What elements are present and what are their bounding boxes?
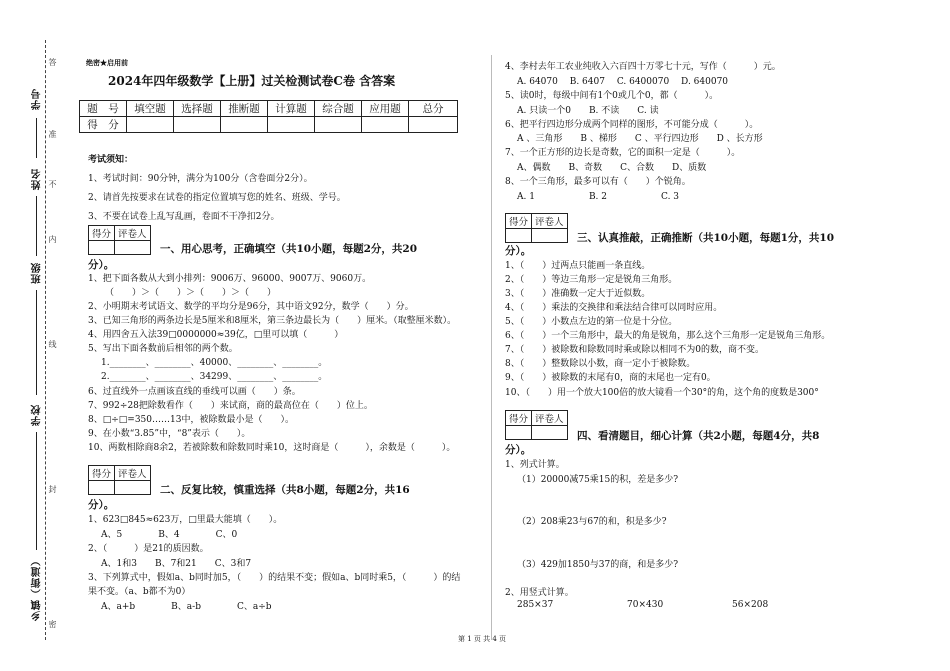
grader-score-label: 得分 xyxy=(89,466,115,481)
question-line: （1）20000减75乘15的积，差是多少? xyxy=(517,475,679,485)
score-cell: 填空题 xyxy=(127,101,174,117)
grader-box xyxy=(88,225,151,255)
notice-item: 1、考试时间：90分钟，满分为100分（含卷面分2分）。 xyxy=(88,174,313,184)
page-title: 2024年四年级数学【上册】过关检测试卷C卷 含答案 xyxy=(108,74,396,88)
student-id-line xyxy=(36,118,37,158)
grader-box xyxy=(505,213,568,243)
grader-name-cell[interactable] xyxy=(115,481,151,495)
question-line: 1.________、________、40000、________、________。 xyxy=(101,358,328,368)
grader-score-label: 得分 xyxy=(506,411,532,426)
question-line: 5、（ ）小数点左边的第一位是十分位。 xyxy=(505,317,678,327)
grader-score-cell[interactable] xyxy=(89,481,115,495)
question-line: 10、两数相除商8余2，若被除数和除数同时乘10，这时商是（ ），余数是（ ）。 xyxy=(88,443,456,453)
cut-mark: 密 xyxy=(48,620,57,628)
name-line xyxy=(36,196,37,256)
score-cell: 推断题 xyxy=(221,101,268,117)
grader-score-cell[interactable] xyxy=(506,426,532,440)
score-table-header-row xyxy=(80,101,458,117)
margin-label-name: 姓名 xyxy=(32,168,43,190)
section4-heading: 四、看清题目，细心计算（共2小题，每题4分，共8 xyxy=(577,430,820,442)
cut-mark: 封 xyxy=(48,485,57,493)
cut-mark: 线 xyxy=(48,340,57,348)
question-line: （3）429加1850与37的商，和是多少? xyxy=(517,560,679,570)
section4-heading-cont: 分）。 xyxy=(505,444,532,456)
margin-label-school: 学校 xyxy=(32,404,43,426)
grader-box xyxy=(505,410,568,440)
question-line: A、a+b B、a-b C、a÷b xyxy=(101,602,272,612)
question-line: A. 只读一个0 B. 不读 C. 读 xyxy=(517,106,659,116)
question-line: 10、（ ）用一个放大100倍的放大镜看一个30°的角，这个角的度数是300° xyxy=(505,388,819,398)
question-line: 2、小明期末考试语文、数学的平均分是96分，其中语文92分，数学（ ）分。 xyxy=(88,302,414,312)
score-cell[interactable] xyxy=(127,117,174,133)
grader-box xyxy=(88,465,151,495)
notice-item: 2、请首先按要求在试卷的指定位置填写您的姓名、班级、学号。 xyxy=(88,193,346,203)
question-line: 4、（ ）乘法的交换律和乘法结合律可以同时应用。 xyxy=(505,303,723,313)
question-line: 7、一个正方形的边长是奇数，它的面积一定是（ ）。 xyxy=(505,148,741,158)
column-divider xyxy=(491,55,492,640)
calc-item: 56×208 xyxy=(732,600,769,610)
question-line: A. 1 B. 2 C. 3 xyxy=(517,192,680,202)
question-line: 果不变。（a、b都不为0） xyxy=(88,587,191,597)
question-line: （ ）＞（ ）＞（ ）＞（ ） xyxy=(105,288,277,298)
grader-score-cell[interactable] xyxy=(506,229,532,243)
grader-name-cell[interactable] xyxy=(115,241,151,255)
cut-mark: 答 xyxy=(48,58,57,66)
question-line: A、1和3 B、7和21 C、3和7 xyxy=(101,559,252,569)
score-cell: 题 号 xyxy=(80,101,127,117)
score-cell: 应用题 xyxy=(362,101,409,117)
score-cell: 综合题 xyxy=(315,101,362,117)
section3-heading: 三、认真推敲，正确推断（共10小题，每题1分，共10 xyxy=(577,232,835,244)
question-line: 2、用竖式计算。 xyxy=(505,588,574,598)
question-line: 9、在小数“3.85”中，“8”表示（ ）。 xyxy=(88,429,251,439)
grader-name-label: 评卷人 xyxy=(115,226,151,241)
score-cell: 计算题 xyxy=(268,101,315,117)
calc-item: 285×37 xyxy=(517,600,554,610)
question-line: 6、（ ）一个三角形中，最大的角是锐角，那么这个三角形一定是锐角三角形。 xyxy=(505,331,831,341)
question-line: 8、□÷□=350……13中，被除数最小是（ ）。 xyxy=(88,415,294,425)
question-line: 8、（ ）整数除以小数，商一定小于被除数。 xyxy=(505,359,696,369)
score-cell[interactable] xyxy=(409,117,458,133)
question-line: 9、（ ）被除数的末尾有0，商的末尾也一定有0。 xyxy=(505,373,716,383)
question-line: A 、三角形 B 、梯形 C 、平行四边形 D 、长方形 xyxy=(517,134,763,144)
margin-label-township: 乡镇（街道） xyxy=(32,555,43,621)
section1-heading: 一、用心思考，正确填空（共10小题，每题2分，共20 xyxy=(160,243,418,255)
grader-score-label: 得分 xyxy=(506,214,532,229)
class-line xyxy=(36,290,37,395)
score-cell[interactable] xyxy=(174,117,221,133)
margin-label-class: 班级 xyxy=(32,262,43,284)
question-line: 8、一个三角形，最多可以有（ ）个锐角。 xyxy=(505,177,691,187)
question-line: 2、（ ）是21的质因数。 xyxy=(88,544,209,554)
cut-line xyxy=(45,40,46,640)
calc-item: 70×430 xyxy=(627,600,664,610)
grader-name-label: 评卷人 xyxy=(532,214,568,229)
cut-mark: 不 xyxy=(48,180,57,188)
grader-name-label: 评卷人 xyxy=(115,466,151,481)
question-line: 2、（ ）等边三角形一定是锐角三角形。 xyxy=(505,275,678,285)
question-line: 4、用四舍五入法39□0000000≈39亿，□里可以填（ ） xyxy=(88,330,344,340)
cut-mark: 内 xyxy=(48,235,57,243)
section1-heading-cont: 分）。 xyxy=(88,259,115,271)
question-line: 7、992÷28把除数看作（ ）来试商，商的最高位在（ ）位上。 xyxy=(88,401,373,411)
section2-heading-cont: 分）。 xyxy=(88,499,115,511)
score-cell[interactable] xyxy=(221,117,268,133)
section3-heading-cont: 分）。 xyxy=(505,245,532,257)
question-line: 1、列式计算。 xyxy=(505,460,565,470)
section2-heading: 二、反复比较，慎重选择（共8小题，每题2分，共16 xyxy=(160,484,410,496)
question-line: 3、下列算式中，假如a、b同时加5，（ ）的结果不变；假如a、b同时乘5，（ ）的结 xyxy=(88,573,461,583)
question-line: 2.________、________、34299、________、________。 xyxy=(101,372,328,382)
notice-heading: 考试须知： xyxy=(88,155,134,165)
question-line: 3、（ ）准确数一定大于近似数。 xyxy=(505,289,651,299)
score-table xyxy=(79,100,458,133)
question-line: （2）208乘23与67的和，积是多少? xyxy=(517,517,667,527)
question-line: A、5 B、4 C、0 xyxy=(101,530,238,540)
question-line: 5、读0时，每级中间有1个0或几个0，都（ ）。 xyxy=(505,91,719,101)
question-line: 1、（ ）过两点只能画一条直线。 xyxy=(505,261,651,271)
confidential-label: 绝密★启用前 xyxy=(86,58,128,67)
notice-item: 3、不要在试卷上乱写乱画，卷面不干净扣2分。 xyxy=(88,212,280,222)
grader-name-label: 评卷人 xyxy=(532,411,568,426)
grader-name-cell[interactable] xyxy=(532,426,568,440)
grader-score-label: 得分 xyxy=(89,226,115,241)
question-line: 3、已知三角形的两条边长是5厘米和8厘米，第三条边最长为（ ）厘米。（取整厘米数）。 xyxy=(88,316,457,326)
school-line xyxy=(36,432,37,550)
grader-name-cell[interactable] xyxy=(532,229,568,243)
question-line: 6、过直线外一点画该直线的垂线可以画（ ）条。 xyxy=(88,387,301,397)
score-cell[interactable] xyxy=(315,117,362,133)
score-cell: 总分 xyxy=(409,101,458,117)
question-line: 5、写出下面各数前后相邻的两个数。 xyxy=(88,344,238,354)
question-line: 4、李村去年工农业纯收入六百四十万零七十元，写作（ ）元。 xyxy=(505,62,781,72)
question-line: 1、623□845≈623万，□里最大能填（ ）。 xyxy=(88,515,283,525)
score-cell[interactable] xyxy=(268,117,315,133)
score-table-score-row xyxy=(80,117,458,133)
question-line: A. 64070 B. 6407 C. 6400070 D. 640070 xyxy=(517,77,729,87)
grader-score-cell[interactable] xyxy=(89,241,115,255)
question-line: A、偶数 B、奇数 C、合数 D、质数 xyxy=(517,163,707,173)
question-line: 1、把下面各数从大到小排列：9006万、96000、9007万、9060万。 xyxy=(88,274,372,284)
cut-mark: 准 xyxy=(48,130,57,138)
question-line: 6、把平行四边形分成两个同样的图形，不可能分成（ ）。 xyxy=(505,120,759,130)
margin-label-student-id: 学号 xyxy=(32,88,43,110)
page-footer: 第 1 页 共 4 页 xyxy=(458,635,507,643)
score-cell: 得 分 xyxy=(80,117,127,133)
score-cell: 选择题 xyxy=(174,101,221,117)
question-line: 7、（ ）被除数和除数同时乘或除以相同不为0的数，商不变。 xyxy=(505,345,764,355)
score-cell[interactable] xyxy=(362,117,409,133)
binding-margin xyxy=(0,0,78,671)
